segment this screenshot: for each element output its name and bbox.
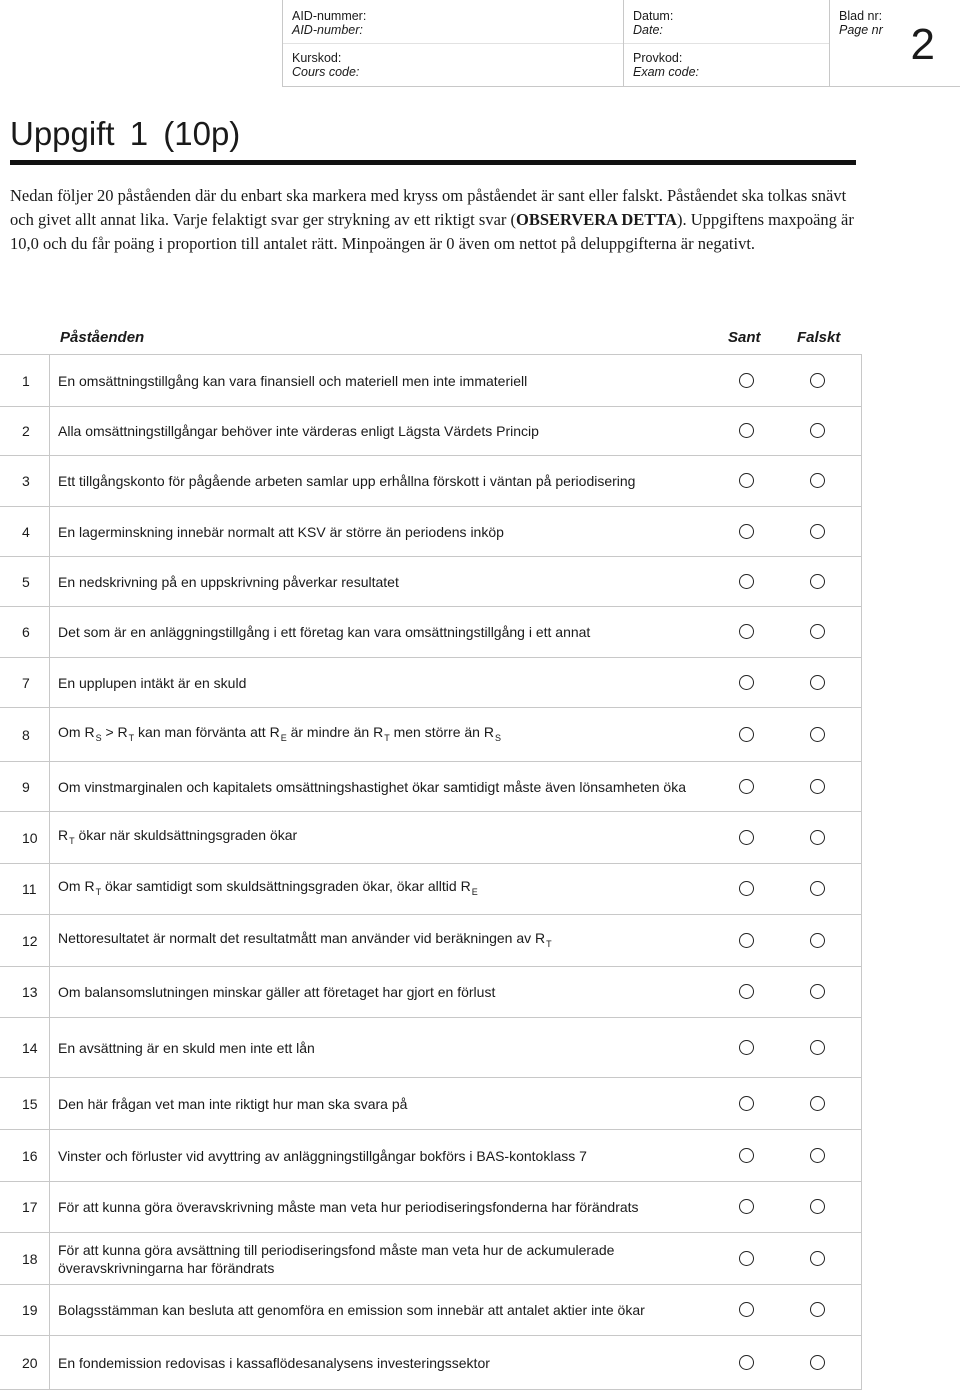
table-row [0,557,862,607]
table-row [0,1018,862,1078]
false-checkbox[interactable] [810,1355,825,1370]
title-divider [10,160,856,165]
statement-number: 11 [22,881,37,897]
subscript: S [95,732,102,743]
statement-number: 3 [22,473,30,489]
true-checkbox[interactable] [739,1148,754,1163]
statement-text: Om $R_T$ ökar samtidigt som skuldsättningsgraden ökar, ökar alltid $R_E$ [58,878,478,897]
statement-text: Om balansomslutningen minskar gäller att företaget har gjort en förlust [58,984,496,1000]
true-checkbox[interactable] [739,727,754,742]
true-checkbox[interactable] [739,984,754,999]
statement-text: Vinster och förluster vid avyttring av anläggningstillgångar bokförs i BAS-kontoklass 7 [58,1147,587,1164]
table-row [0,967,862,1018]
statement-text: Om $R_S > R_T$ kan man förvänta att $R_E$ är mindre än $R_T$ men större än $R_S$ [58,723,501,743]
statement-text: Ett tillgångskonto för pågående arbeten samlar upp erhållna förskott i väntan på periodisering [58,473,636,489]
true-checkbox[interactable] [739,524,754,539]
table-row [0,607,862,658]
true-checkbox[interactable] [739,1355,754,1370]
table-row [0,1285,862,1336]
statement-text: Alla omsättningstillgångar behöver inte värderas enligt Lägsta Värdets Princip [58,423,539,439]
statement-number: 15 [22,1095,38,1112]
false-checkbox[interactable] [810,830,825,845]
statement-number: 14 [22,1039,38,1056]
false-checkbox[interactable] [810,727,825,742]
statement-text: Bolagsstämman kan besluta att genomföra en emission som innebär att antalet aktier inte ökar [58,1302,645,1318]
true-checkbox[interactable] [739,675,754,690]
exam-header [282,0,960,87]
true-checkbox[interactable] [739,1040,754,1055]
true-checkbox[interactable] [739,881,754,896]
false-checkbox[interactable] [810,524,825,539]
header-col-date [624,0,830,86]
page-title: Uppgift 1 (10p) [10,115,241,152]
table-row [0,658,862,708]
table-row [0,812,862,864]
true-checkbox[interactable] [739,1199,754,1214]
true-checkbox[interactable] [739,779,754,794]
false-checkbox[interactable] [810,624,825,639]
statement-number: 1 [22,372,30,389]
false-checkbox[interactable] [810,373,825,388]
statement-number: 19 [22,1302,38,1318]
false-checkbox[interactable] [810,984,825,999]
statement-text: En upplupen intäkt är en skuld [58,674,247,691]
true-checkbox[interactable] [739,933,754,948]
column-header-false: Falskt [797,329,841,346]
statement-number: 2 [22,423,30,439]
statement-number: 17 [22,1199,38,1215]
statement-text: För att kunna göra avsättning till periodiseringsfond måste man veta hur de ackumulerade överavskrivningarna har förändrats [58,1241,615,1276]
subscript: T [384,732,390,743]
date-field: Datum: Date: [633,9,674,37]
false-checkbox[interactable] [810,1199,825,1214]
subscript: T [69,835,75,846]
true-checkbox[interactable] [739,423,754,438]
table-row [0,1078,862,1130]
false-checkbox[interactable] [810,1251,825,1266]
false-checkbox[interactable] [810,881,825,896]
table-row [0,1130,862,1182]
table-row [0,1233,862,1285]
true-checkbox[interactable] [739,574,754,589]
statement-number: 10 [22,829,38,846]
statement-text: För att kunna göra överavskrivning måste man veta hur periodiseringsfonderna har förändrats [58,1199,639,1215]
subscript: T [546,938,552,949]
subscript: T [128,732,135,743]
statement-text: En omsättningstillgång kan vara finansiell och materiell men inte immateriell [58,372,528,389]
false-checkbox[interactable] [810,1302,825,1317]
true-checkbox[interactable] [739,1096,754,1111]
column-header-true: Sant [728,329,761,346]
false-checkbox[interactable] [810,933,825,948]
table-row [0,708,862,762]
statement-text: En fondemission redovisas i kassaflödesanalysens investeringssektor [58,1354,490,1371]
false-checkbox[interactable] [810,423,825,438]
table-row [0,355,862,407]
instructions-paragraph: Nedan följer 20 påståenden där du enbart ska markera med kryss om påståendet är sant eller falskt. Påståendet ska tolkas snävt och givet allt annat lika. Varje felaktigt svar ger strykning av ett riktigt svar (OBSERVERA DETTA). Uppgiftens maxpoäng är 10,0 och du får poäng i proportion till antalet rätt. Minpoängen är 0 även om nettot på deluppgifterna är negativt. [10,186,854,253]
statement-text: En nedskrivning på en uppskrivning påverkar resultatet [58,573,399,590]
page-number: 2 [910,20,935,69]
statement-number: 4 [22,523,30,540]
table-row [0,762,862,812]
statement-number: 16 [22,1147,38,1164]
subscript: E [471,887,478,897]
aid-number-field: AID-nummer: AID-number: [292,9,367,37]
true-checkbox[interactable] [739,624,754,639]
statement-text: Den här frågan vet man inte riktigt hur man ska svara på [58,1095,408,1112]
false-checkbox[interactable] [810,779,825,794]
statement-number: 20 [22,1354,38,1371]
table-row [0,1336,862,1390]
true-checkbox[interactable] [739,473,754,488]
statement-number: 9 [22,778,30,795]
false-checkbox[interactable] [810,1148,825,1163]
subscript: E [280,732,287,743]
true-checkbox[interactable] [739,373,754,388]
course-code-field: Kurskod: Cours code: [292,51,360,79]
statement-text: En avsättning är en skuld men inte ett lån [58,1039,315,1056]
header-col-page [830,0,960,86]
table-row [0,507,862,557]
statement-text: Det som är en anläggningstillgång i ett företag kan vara omsättningstillgång i ett annat [58,624,591,640]
true-checkbox[interactable] [739,1251,754,1266]
page-number-field: Blad nr: Page nr [839,9,883,37]
exam-code-field: Provkod: Exam code: [633,51,700,79]
statement-number: 6 [22,624,30,640]
true-checkbox[interactable] [739,1302,754,1317]
statement-number: 8 [22,726,30,743]
statement-number: 18 [22,1250,38,1267]
true-checkbox[interactable] [739,830,754,845]
table-row [0,1182,862,1233]
statement-number: 7 [22,674,30,691]
table-row [0,407,862,456]
false-checkbox[interactable] [810,473,825,488]
false-checkbox[interactable] [810,1096,825,1111]
false-checkbox[interactable] [810,1040,825,1055]
table-row [0,864,862,915]
statement-text: Nettoresultatet är normalt det resultatmått man använder vid beräkningen av $R_T$ [58,929,552,949]
subscript: S [494,732,501,743]
table-row [0,915,862,967]
header-col-aid [283,0,624,86]
statement-text: Om vinstmarginalen och kapitalets omsättningshastighet ökar samtidigt måste även lönsamheten öka [58,778,686,795]
false-checkbox[interactable] [810,675,825,690]
statement-number: 13 [22,984,38,1000]
column-header-statements: Påståenden [60,329,145,346]
warning-emphasis: OBSERVERA DETTA [516,210,677,229]
statement-text: En lagerminskning innebär normalt att KSV är större än periodens inköp [58,523,504,540]
statement-number: 12 [22,932,38,949]
statement-number: 5 [22,573,30,590]
false-checkbox[interactable] [810,574,825,589]
statement-text: $R_T$ ökar när skuldsättningsgraden ökar [58,826,298,846]
subscript: T [95,887,102,897]
table-row [0,456,862,507]
